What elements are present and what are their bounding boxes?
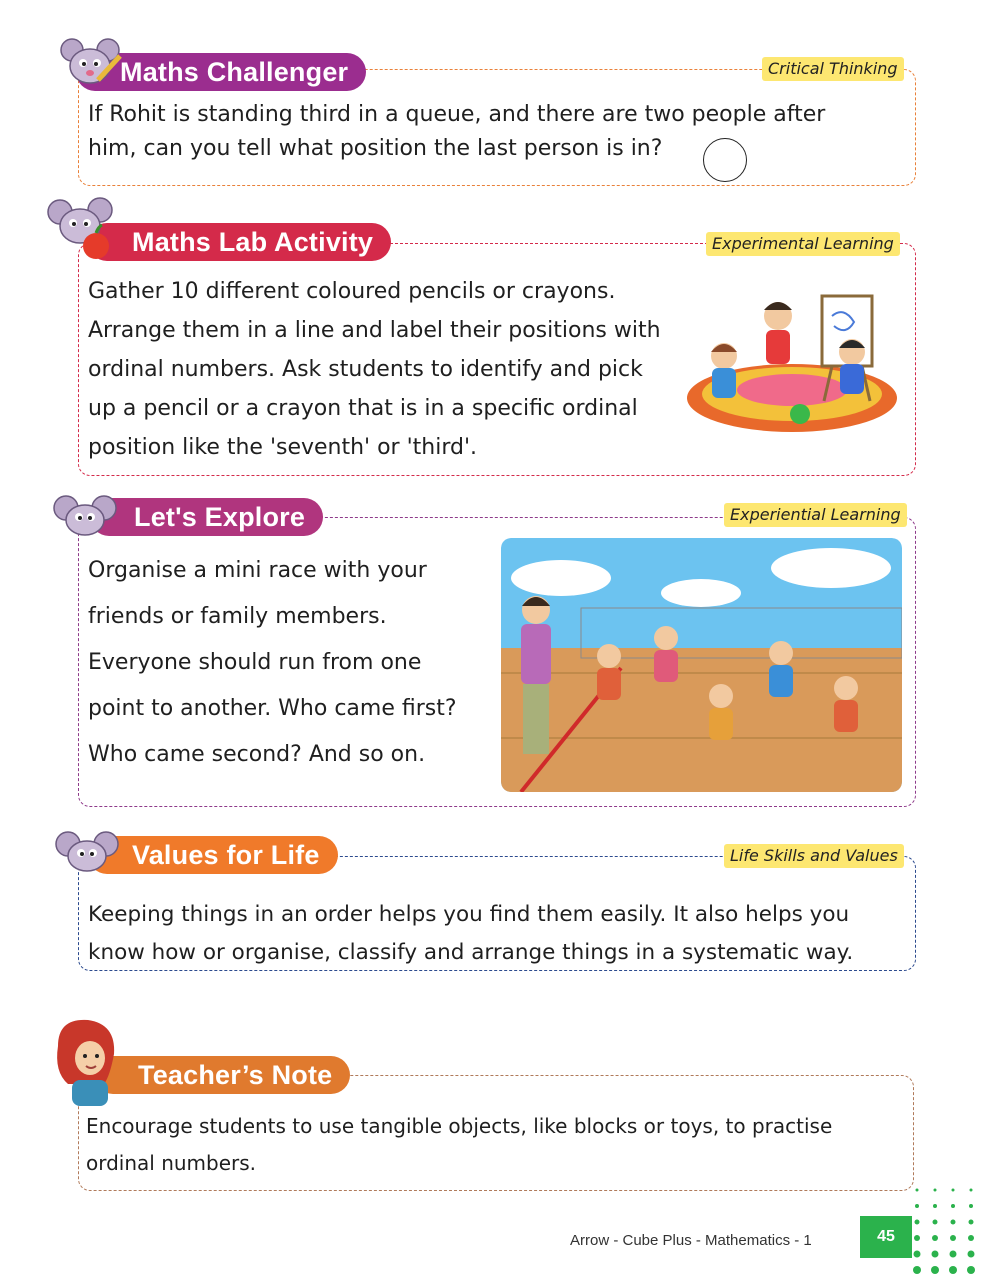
values-text	[88, 896, 853, 972]
lab-line: Gather 10 different coloured pencils or crayons.	[88, 279, 616, 304]
lab-line: position like the 'seventh' or 'third'.	[88, 435, 477, 460]
values-line: know how or organise, classify and arrange things in a systematic way.	[88, 940, 854, 965]
footer-book-title: Arrow - Cube Plus - Mathematics - 1	[570, 1232, 812, 1249]
teacher-line: ordinal numbers.	[86, 1151, 257, 1175]
challenger-title: Maths Challenger	[76, 53, 366, 91]
page-number: 45	[860, 1216, 912, 1258]
children-drawing-illustration	[682, 286, 904, 436]
explore-line: Who came second? And so on.	[88, 742, 426, 767]
race-illustration	[501, 538, 902, 792]
teacher-text	[86, 1108, 832, 1182]
mouse-mascot-icon	[54, 828, 124, 878]
explore-text	[88, 548, 457, 778]
mouse-mascot-icon	[52, 492, 122, 542]
lab-tag: Experimental Learning	[706, 232, 900, 256]
teacher-title: Teacher’s Note	[94, 1056, 350, 1094]
lab-line: up a pencil or a crayon that is in a specific ordinal	[88, 396, 638, 421]
explore-line: point to another. Who came first?	[88, 696, 457, 721]
dot-pattern-decoration	[905, 1170, 985, 1280]
lab-line: Arrange them in a line and label their positions with	[88, 318, 661, 343]
values-line: Keeping things in an order helps you find them easily. It also helps you	[88, 902, 850, 927]
explore-title: Let's Explore	[90, 498, 323, 536]
mouse-mascot-icon	[44, 196, 124, 266]
values-title: Values for Life	[88, 836, 338, 874]
explore-line: Organise a mini race with your	[88, 558, 427, 583]
lab-text	[88, 272, 663, 467]
mouse-mascot-icon	[58, 36, 128, 96]
explore-line: Everyone should run from one	[88, 650, 422, 675]
teacher-line: Encourage students to use tangible objects, like blocks or toys, to practise	[86, 1114, 833, 1138]
lab-line: ordinal numbers. Ask students to identify and pick	[88, 357, 643, 382]
teacher-character-icon	[48, 1016, 122, 1106]
explore-tag: Experiential Learning	[724, 503, 907, 527]
explore-line: friends or family members.	[88, 604, 387, 629]
values-tag: Life Skills and Values	[724, 844, 904, 868]
challenger-line: him, can you tell what position the last person is in?	[88, 136, 663, 161]
challenger-line: If Rohit is standing third in a queue, and there are two people after	[88, 102, 826, 127]
challenger-tag: Critical Thinking	[762, 57, 904, 81]
answer-circle[interactable]	[703, 138, 747, 182]
lab-title: Maths Lab Activity	[88, 223, 391, 261]
